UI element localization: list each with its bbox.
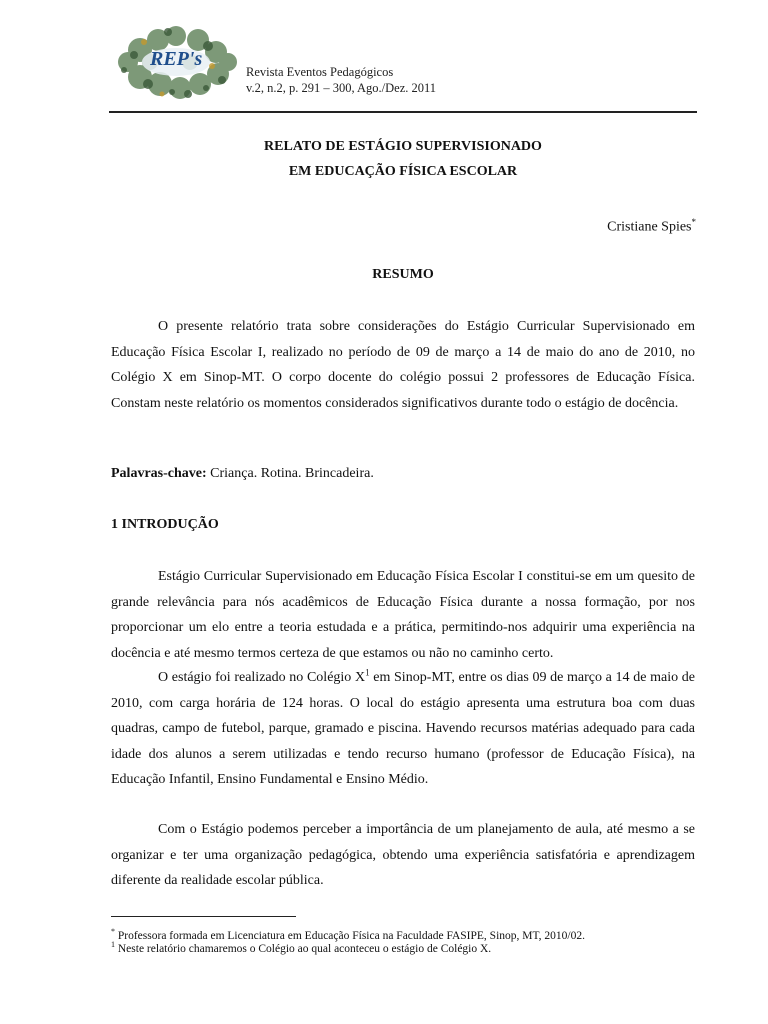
author — [607, 217, 696, 236]
footnote-divider — [111, 916, 296, 917]
footnote-ref-1: 1 — [365, 667, 370, 678]
keywords-label: Palavras-chave: — [111, 466, 207, 481]
intro-paragraph-1: Estágio Curricular Supervisionado em Educação Física Escolar I constitui-se em um quesito de grande relevância para nós acadêmicos de Educação Física durante a nossa formação, por nos proporcionar um elo entre a teoria estudada e a prática, permitindo-nos adquirir uma experiência na docência e até mesmo termos certeza de que estamos ou não no caminho certo. — [111, 569, 695, 661]
journal-info — [246, 64, 436, 96]
journal-issue: v.2, n.2, p. 291 – 300, Ago./Dez. 2011 — [246, 81, 437, 95]
title-line-2: EM EDUCAÇÃO FÍSICA ESCOLAR — [288, 164, 518, 179]
author-footnote-mark: * — [691, 217, 696, 227]
journal-logo — [110, 22, 240, 104]
abstract-text: O presente relatório trata sobre considerações do Estágio Curricular Supervisionado em Educação Física Escolar I, realizado no período de 09 de março a 14 de maio do ano de 2010, no Colégio X em Sinop-MT. O corpo docente do colégio possui 2 professores de Educação Física. Constam neste relatório os momentos considerados significativos durante todo o estágio de docência. — [111, 319, 695, 411]
intro-paragraph-2 — [111, 665, 695, 793]
intro-paragraph-3: Com o Estágio podemos perceber a importância de um planejamento de aula, até mesmo a se organizar e ter uma organização pedagógica, obtendo uma experiência satisfatória e aprendizagem diferente da realidade escolar pública. — [111, 822, 695, 888]
header-divider — [109, 111, 697, 113]
footnote — [111, 938, 491, 956]
title-line-1: RELATO DE ESTÁGIO SUPERVISIONADO — [264, 139, 542, 154]
footnote-mark: * — [111, 927, 115, 936]
section-heading-introduction: 1 INTRODUÇÃO — [111, 517, 219, 532]
author-name: Cristiane Spies — [607, 219, 692, 235]
abstract-heading: RESUMO — [372, 267, 434, 282]
intro-p2-before: O estágio foi realizado no Colégio X — [158, 670, 366, 685]
intro-p2-after: em Sinop-MT, entre os dias 09 de março a 14 de maio de 2010, com carga horária de 124 horas. O local do estágio apresenta uma estrutura boa com duas quadras, campo de futebol, parque, gramado e piscina. Havendo recursos matérias adequado para cada idade dos alunos a serem utilizadas e tendo recurso humano (professor de Educação Física), na Educação Infantil, Ensino Fundamental e Ensino Médio. — [111, 670, 695, 787]
keywords — [111, 466, 374, 482]
footnote-text: Professora formada em Licenciatura em Educação Física na Faculdade FASIPE, Sinop, MT, 2010/02. — [115, 929, 585, 942]
keywords-list: Criança. Rotina. Brincadeira. — [210, 466, 374, 481]
journal-name: Revista Eventos Pedagógicos — [246, 65, 394, 79]
logo-text: REP's — [150, 48, 203, 70]
footnote-text: Neste relatório chamaremos o Colégio ao qual aconteceu o estágio de Colégio X. — [115, 942, 492, 955]
footnote-mark: 1 — [111, 940, 115, 949]
